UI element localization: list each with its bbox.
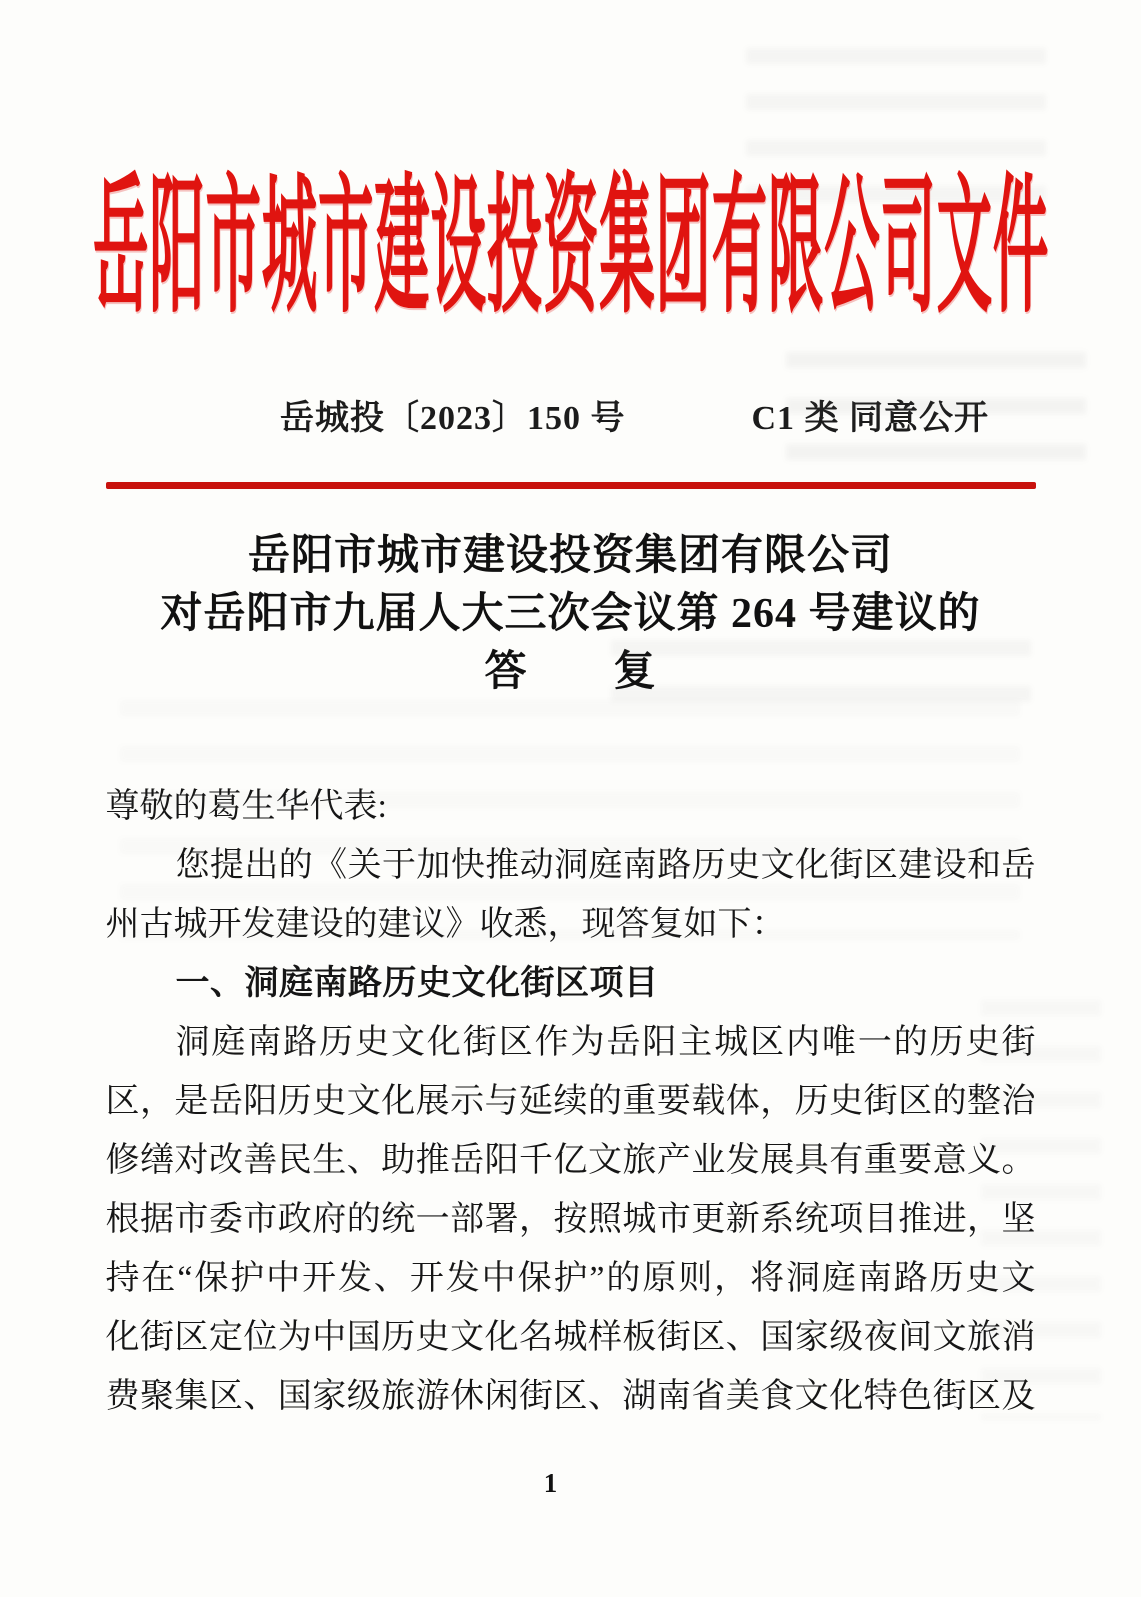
classification-label: C1 类 同意公开 (751, 400, 989, 437)
document-title-line1: 岳阳市城市建设投资集团有限公司 (247, 533, 893, 579)
body-line: 洞庭南路历史文化街区作为岳阳主城区内唯一的历史街 (175, 1024, 1036, 1061)
body-line: 您提出的《关于加快推动洞庭南路历史文化街区建设和岳 (175, 847, 1036, 884)
body-line: 化街区定位为中国历史文化名城样板街区、国家级夜间文旅消 (105, 1319, 1036, 1356)
document-number-row (0, 399, 1141, 439)
body-line: 持在“保护中开发、开发中保护”的原则，将洞庭南路历史文 (105, 1260, 1036, 1297)
document-body (106, 777, 1036, 1426)
letterhead (0, 0, 1141, 489)
body-line: 修缮对改善民生、助推岳阳千亿文旅产业发展具有重要意义。 (105, 1142, 1036, 1179)
document-number: 岳城投〔2023〕150 号 (280, 400, 626, 437)
letterhead-title: 岳阳市城市建设投资集团有限公司文件 (92, 164, 1049, 331)
letterhead-title-wrap (0, 0, 1141, 331)
page-number: 1 (543, 1468, 558, 1498)
red-divider-line (106, 482, 1036, 489)
body-line: 根据市委市政府的统一部署，按照城市更新系统项目推进，坚 (105, 1201, 1036, 1238)
document-title-line3: 答 复 (484, 649, 657, 695)
body-line: 费聚集区、国家级旅游休闲街区、湖南省美食文化特色街区及 (105, 1378, 1036, 1415)
section-heading: 一、洞庭南路历史文化街区项目 (175, 964, 659, 1002)
body-line: 区，是岳阳历史文化展示与延续的重要载体，历史街区的整治 (105, 1083, 1036, 1120)
salutation-line: 尊敬的葛生华代表: (105, 788, 387, 825)
document-title-line2: 对岳阳市九届人大三次会议第 264 号建议的 (160, 591, 981, 637)
body-line: 州古城开发建设的建议》收悉，现答复如下： (105, 906, 786, 943)
document-title (0, 527, 1141, 701)
